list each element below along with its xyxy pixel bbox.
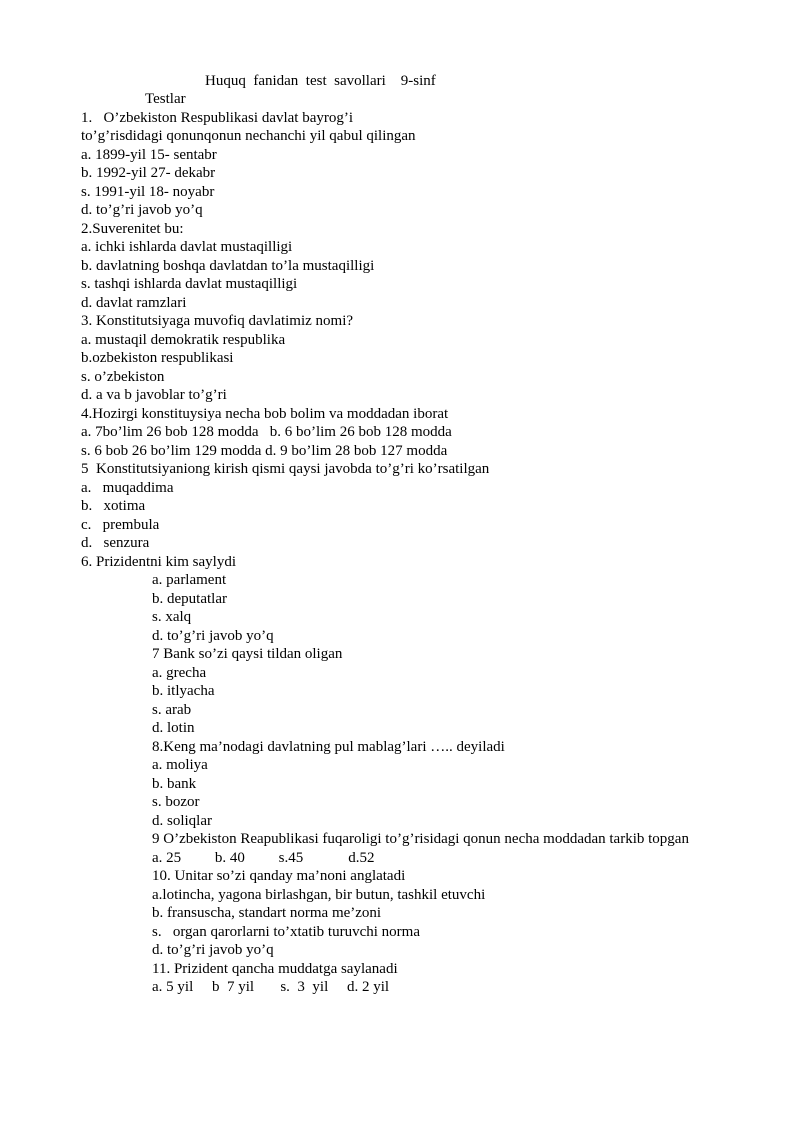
page-title: Huquq fanidan test savollari 9-sinf <box>205 73 436 89</box>
answer-option: a. mustaqil demokratik respublika <box>81 332 286 348</box>
question-7: 7 Bank so’zi qaysi tildan oligan <box>152 646 343 662</box>
answer-option: a.lotincha, yagona birlashgan, bir butun, tashkil etuvchi <box>152 887 486 903</box>
answer-option: s. xalq <box>152 609 192 625</box>
answer-option: b. bank <box>152 776 197 792</box>
answer-option: d. davlat ramzlari <box>81 295 187 311</box>
question-5: 5 Konstitutsiyaniong kirish qismi qaysi javobda to’g’ri ko’rsatilgan <box>81 461 490 477</box>
question-10: 10. Unitar so’zi qanday ma’noni anglatadi <box>152 868 406 884</box>
question-9: 9 O’zbekiston Reapublikasi fuqaroligi to’g’risidagi qonun necha moddadan tarkib topgan <box>152 831 689 847</box>
answer-option: a. grecha <box>152 665 207 681</box>
answer-option: a. 1899-yil 15- sentabr <box>81 147 217 163</box>
answer-option: b.ozbekiston respublikasi <box>81 350 234 366</box>
answer-option: s. bozor <box>152 794 200 810</box>
question-1-continued: to’g’risdidagi qonunqonun nechanchi yil qabul qilingan <box>81 128 416 144</box>
question-11: 11. Prizident qancha muddatga saylanadi <box>152 961 398 977</box>
answer-option: d. senzura <box>81 535 150 551</box>
question-2: 2.Suverenitet bu: <box>81 221 184 237</box>
answer-option: b. davlatning boshqa davlatdan to’la mustaqilligi <box>81 258 375 274</box>
answer-option: c. prembula <box>81 517 160 533</box>
question-8: 8.Keng ma’nodagi davlatning pul mablag’lari ….. deyiladi <box>152 739 505 755</box>
question-4: 4.Hozirgi konstituysiya necha bob bolim va moddadan iborat <box>81 406 449 422</box>
answer-options-row: a. 5 yil b 7 yil s. 3 yil d. 2 yil <box>152 979 390 995</box>
answer-option: b. xotima <box>81 498 146 514</box>
answer-option: s. 1991-yil 18- noyabr <box>81 184 215 200</box>
page-subtitle: Testlar <box>145 91 186 107</box>
answer-option: b. fransuscha, standart norma me’zoni <box>152 905 382 921</box>
answer-option: a. moliya <box>152 757 208 773</box>
answer-option: b. 1992-yil 27- dekabr <box>81 165 216 181</box>
answer-option: s. organ qarorlarni to’xtatib turuvchi norma <box>152 924 420 940</box>
answer-option: d. a va b javoblar to’g’ri <box>81 387 227 403</box>
answer-option: s. tashqi ishlarda davlat mustaqilligi <box>81 276 298 292</box>
answer-option: a. ichki ishlarda davlat mustaqilligi <box>81 239 293 255</box>
answer-option: d. soliqlar <box>152 813 212 829</box>
answer-option: b. deputatlar <box>152 591 227 607</box>
answer-option: d. to’g’ri javob yo’q <box>152 628 274 644</box>
answer-option: b. itlyacha <box>152 683 215 699</box>
answer-option: d. to’g’ri javob yo’q <box>81 202 203 218</box>
answer-option: s. arab <box>152 702 192 718</box>
answer-option: a. 7bo’lim 26 bob 128 modda b. 6 bo’lim 26 bob 128 modda <box>81 424 452 440</box>
answer-option: a. parlament <box>152 572 227 588</box>
answer-option: d. to’g’ri javob yo’q <box>152 942 274 958</box>
question-1: 1. O’zbekiston Respublikasi davlat bayrog’i <box>81 110 354 126</box>
answer-option: s. o’zbekiston <box>81 369 165 385</box>
answer-option: d. lotin <box>152 720 195 736</box>
answer-option: s. 6 bob 26 bo’lim 129 modda d. 9 bo’lim 28 bob 127 modda <box>81 443 448 459</box>
question-6: 6. Prizidentni kim saylydi <box>81 554 236 570</box>
answer-options-row: a. 25 b. 40 s.45 d.52 <box>152 850 375 866</box>
question-3: 3. Konstitutsiyaga muvofiq davlatimiz nomi? <box>81 313 354 329</box>
answer-option: a. muqaddima <box>81 480 174 496</box>
